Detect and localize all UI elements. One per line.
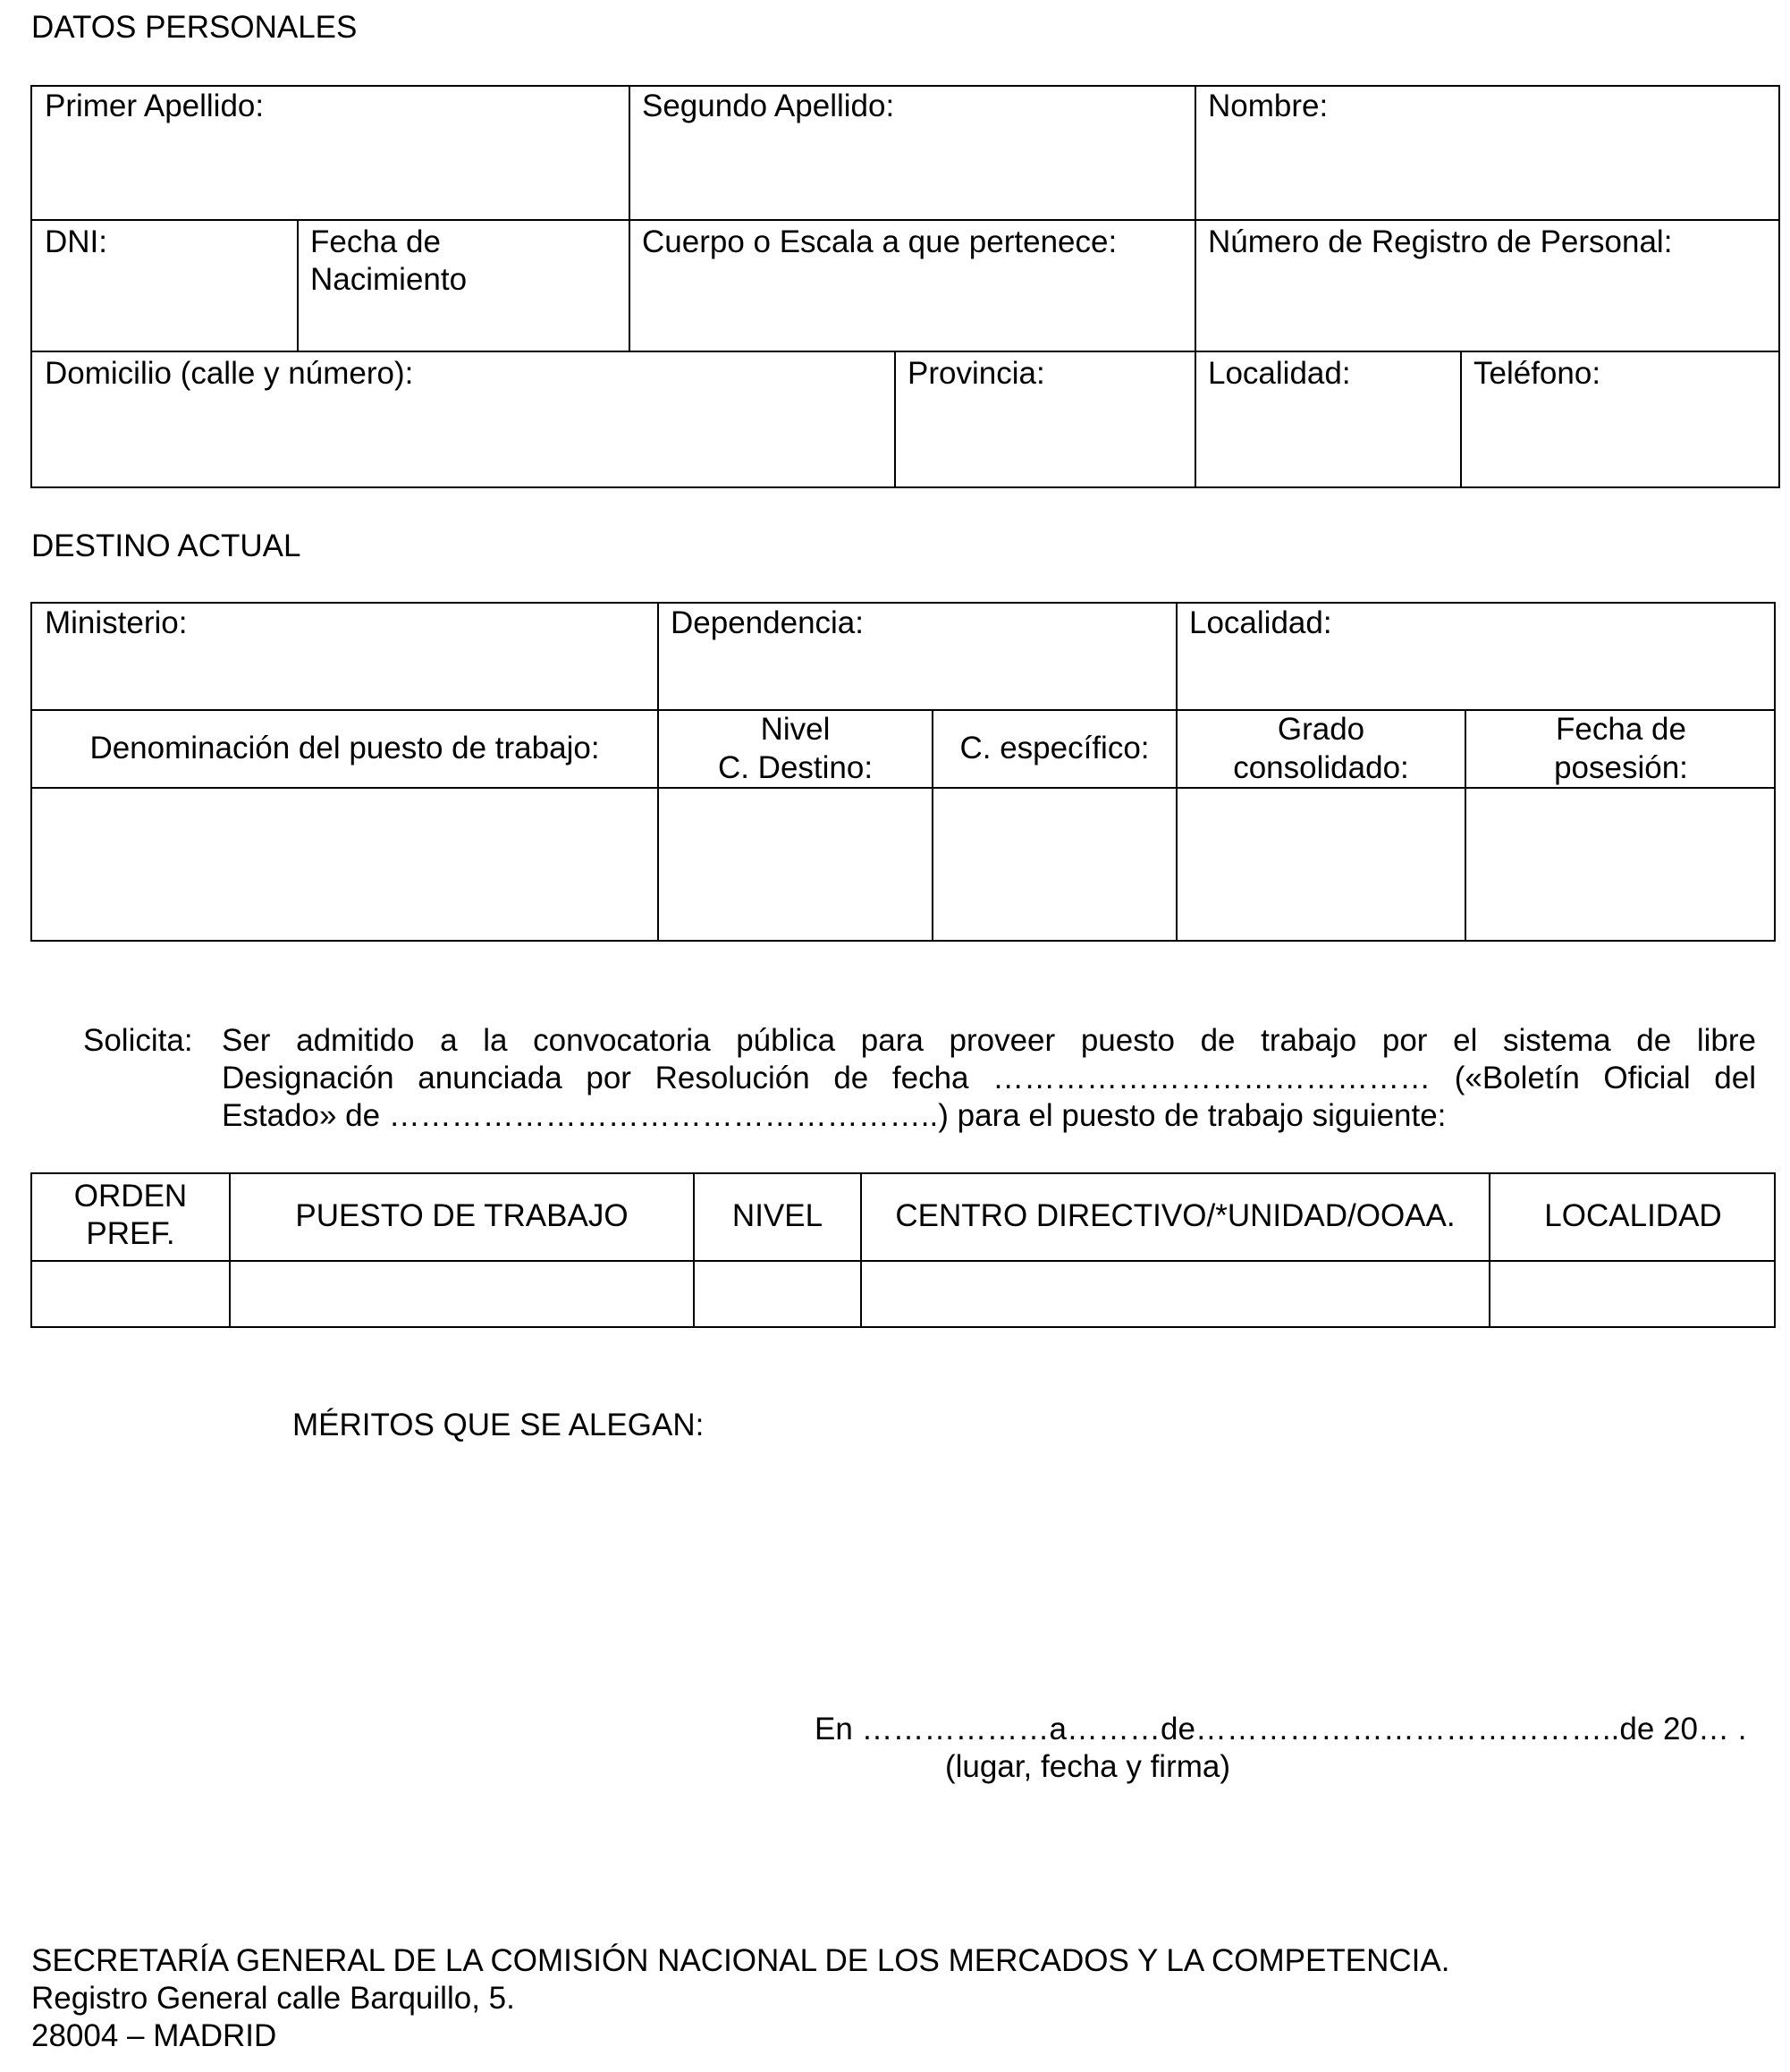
table-rule xyxy=(1460,351,1462,488)
solicita-line-2: Designación anunciada por Resolución de fecha …………………………………… («Boletín Oficial del xyxy=(222,1061,1756,1095)
meritos-heading: MÉRITOS QUE SE ALEGAN: xyxy=(292,1408,705,1442)
localidad-header: LOCALIDAD xyxy=(1544,1198,1722,1233)
centro-header: CENTRO DIRECTIVO/*UNIDAD/OOAA. xyxy=(895,1198,1456,1233)
denominacion-header: Denominación del puesto de trabajo: xyxy=(89,731,600,765)
nivel-header-2: C. Destino: xyxy=(717,750,874,785)
grado-input-cell[interactable] xyxy=(1178,789,1465,941)
table-rule xyxy=(30,219,1780,221)
footer-address-line-3: 28004 – MADRID xyxy=(31,2018,277,2053)
orden-header-2: PREF. xyxy=(86,1216,175,1251)
table-rule xyxy=(1195,85,1196,488)
posesion-header-2: posesión: xyxy=(1554,750,1688,785)
dependencia-field[interactable]: Dependencia: xyxy=(671,605,864,640)
dni-field[interactable]: DNI: xyxy=(45,224,107,259)
footer-address-line-1: SECRETARÍA GENERAL DE LA COMISIÓN NACIONAL DE LOS MERCADOS Y LA COMPETENCIA. xyxy=(31,1943,1450,1978)
posesion-input-cell[interactable] xyxy=(1466,789,1776,941)
signature-line: En ………………a………de…………………………………..de 20… . xyxy=(815,1712,1747,1746)
solicita-line-3: Estado» de ……………………………………………..) para el puesto de trabajo siguiente: xyxy=(222,1098,1447,1133)
nrp-field[interactable]: Número de Registro de Personal: xyxy=(1208,224,1673,259)
fecha-nacimiento-label-1: Fecha de xyxy=(310,224,441,259)
nivel-input-cell-2[interactable] xyxy=(695,1262,860,1326)
table-rule xyxy=(30,351,1780,352)
table-rule xyxy=(894,351,896,488)
domicilio-field[interactable]: Domicilio (calle y número): xyxy=(45,356,414,391)
nivel-header: NIVEL xyxy=(731,1198,823,1233)
table-rule xyxy=(297,219,299,352)
fecha-nacimiento-label-2: Nacimiento xyxy=(310,262,468,297)
primer-apellido-field[interactable]: Primer Apellido: xyxy=(45,89,265,123)
denominacion-input-cell[interactable] xyxy=(32,789,657,941)
puesto-input-cell[interactable] xyxy=(231,1262,693,1326)
destino-localidad-field[interactable]: Localidad: xyxy=(1189,605,1332,640)
orden-header-1: ORDEN xyxy=(73,1179,188,1214)
centro-input-cell[interactable] xyxy=(862,1262,1489,1326)
cuerpo-escala-field[interactable]: Cuerpo o Escala a que pertenece: xyxy=(642,224,1118,259)
nombre-field[interactable]: Nombre: xyxy=(1208,89,1329,123)
grado-header-1: Grado xyxy=(1277,712,1365,747)
telefono-field[interactable]: Teléfono: xyxy=(1473,356,1601,391)
orden-input-cell[interactable] xyxy=(32,1262,229,1326)
especifico-header: C. específico: xyxy=(959,731,1150,765)
footer-address-line-2: Registro General calle Barquillo, 5. xyxy=(31,1981,515,2016)
grado-header-2: consolidado: xyxy=(1233,750,1409,785)
nivel-input-cell[interactable] xyxy=(659,789,932,941)
personal-data-table xyxy=(30,85,1780,488)
puesto-header: PUESTO DE TRABAJO xyxy=(295,1198,629,1233)
table-rule xyxy=(629,85,630,352)
ministerio-field[interactable]: Ministerio: xyxy=(45,605,188,640)
posesion-header-1: Fecha de xyxy=(1556,712,1686,747)
localidad-field[interactable]: Localidad: xyxy=(1208,356,1351,391)
meritos-area[interactable] xyxy=(30,1458,1776,1699)
especifico-input-cell[interactable] xyxy=(933,789,1176,941)
solicita-line-1: Ser admitido a la convocatoria pública para proveer puesto de trabajo por el sistema de libre xyxy=(222,1023,1756,1058)
section-heading-destino-actual: DESTINO ACTUAL xyxy=(31,529,301,563)
signature-caption: (lugar, fecha y firma) xyxy=(945,1749,1230,1784)
segundo-apellido-field[interactable]: Segundo Apellido: xyxy=(642,89,895,123)
nivel-header-1: Nivel xyxy=(760,712,831,747)
solicita-label: Solicita: xyxy=(83,1023,193,1058)
section-heading-datos-personales: DATOS PERSONALES xyxy=(31,10,358,45)
provincia-field[interactable]: Provincia: xyxy=(908,356,1045,391)
localidad-input-cell[interactable] xyxy=(1490,1262,1776,1326)
